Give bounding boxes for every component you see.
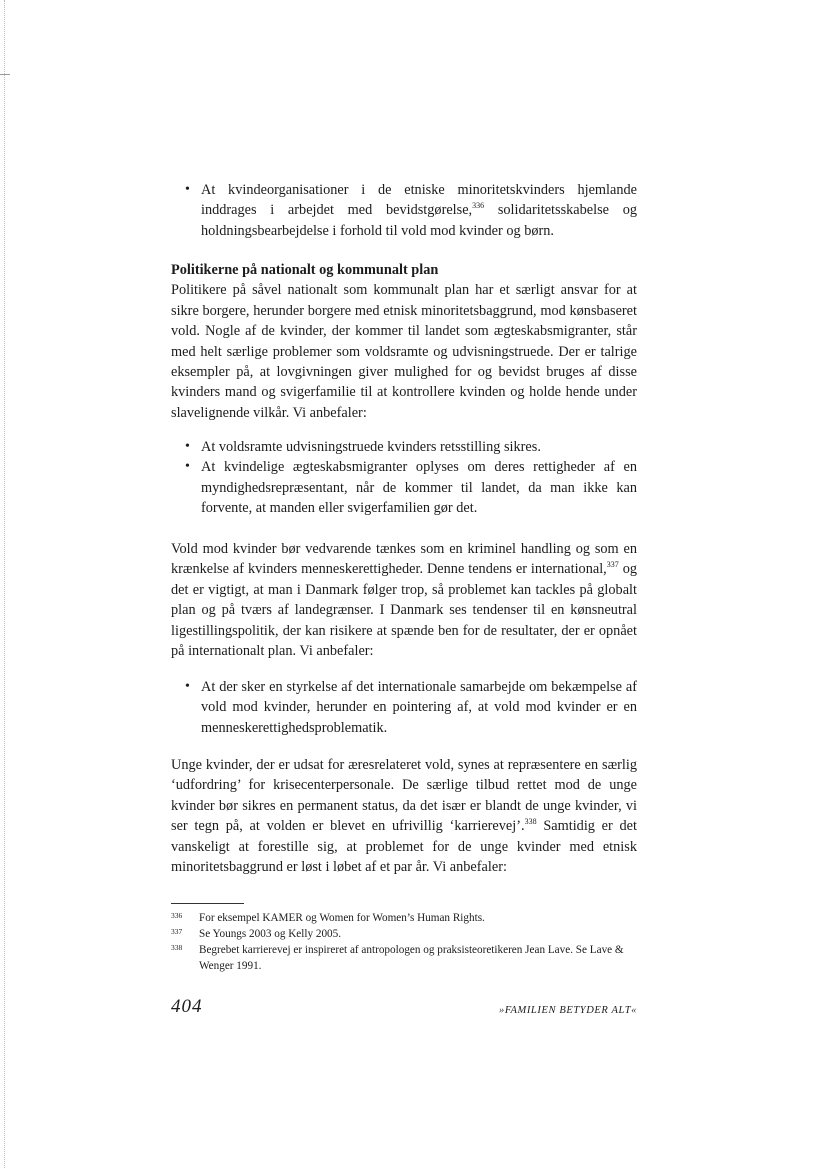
paragraph-politicians: Politikere på såvel nationalt som kommunalt plan har et særligt ansvar for at sikre borgere, herunder borgere med etnisk minoritetsbaggrund, mod kønsbaseret vold. Nogle af de kvinder, der kommer til landet som ægteskabsmigranter, står med helt særlige problemer som voldsramte og udvisningstruede. Der er talrige eksempler på, at lovgivningen giver mulighed for og bevidst bruges af disse kvinders mand og svigerfamilie til at kontrollere kvinden og holde hende under slavelignende vilkår. Vi anbefaler: — [171, 282, 637, 421]
footnotes — [171, 910, 637, 974]
list-item — [171, 457, 637, 518]
paragraph-international — [171, 539, 637, 661]
list-item — [171, 437, 637, 457]
bullet-text-post: solidaritetsskabelse og holdningsbearbejdelse i forhold til vold mod kvinder og børn. — [201, 202, 637, 239]
footnote-ref: 338 — [524, 817, 537, 827]
footnote — [171, 942, 637, 974]
book-page — [171, 0, 637, 1168]
footnote-text: Se Youngs 2003 og Kelly 2005. — [199, 928, 342, 940]
footnote — [171, 910, 637, 926]
footnote-divider — [171, 903, 244, 904]
page-number: 404 — [171, 996, 203, 1017]
paragraph-text-post: Samtidig er det vanskeligt at forestille sig, at problemet for de unge kvinder med etnisk minoritetsbaggrund er løst i løbet af et par år. Vi anbefaler: — [171, 818, 637, 876]
intro-bullet-block — [171, 180, 637, 241]
list-item — [171, 180, 637, 241]
bullet-block-3 — [171, 677, 637, 738]
footnote-number: 338 — [171, 943, 183, 952]
section-heading: Politikerne på nationalt og kommunalt plan — [171, 262, 439, 278]
intro-bullet-list — [171, 180, 637, 241]
bullet-text: At der sker en styrkelse af det internationale samarbejde om bekæmpelse af vold mod kvinder, herunder en pointering af, at vold mod kvinder er en menneskerettighedsproblematik. — [201, 679, 637, 736]
bullet-icon: • — [185, 439, 190, 454]
scan-margin-line — [4, 0, 5, 1168]
footnote-text: For eksempel KAMER og Women for Women’s Human Rights. — [199, 912, 485, 924]
scan-margin-tick — [0, 74, 10, 75]
footnote-number: 336 — [171, 911, 183, 920]
running-title: »FAMILIEN BETYDER ALT« — [498, 1005, 637, 1016]
footnote-ref: 336 — [472, 201, 485, 211]
recommendation-list-2 — [171, 437, 637, 519]
recommendation-list-3 — [171, 677, 637, 738]
politicians-section — [171, 260, 637, 423]
footnote-ref: 337 — [606, 560, 619, 570]
bullet-text-pre: At kvindeorganisationer i de etniske minoritetskvinders hjemlande inddrages i arbejdet med bevidstgørelse, — [201, 182, 637, 219]
bullet-icon: • — [185, 182, 190, 197]
bullet-icon: • — [185, 459, 190, 475]
bullet-text: At voldsramte udvisningstruede kvinders retsstilling sikres. — [201, 439, 541, 455]
bullet-block-2 — [171, 437, 637, 519]
bullet-text: At kvindelige ægteskabsmigranter oplyses om deres rettigheder af en myndighedsrepræsentant, når de kommer til landet, da man ikke kan forvente, at manden eller svigerfamilien gør det. — [201, 459, 637, 517]
footnote-text: Begrebet karrierevej er inspireret af antropologen og praksisteoretikeren Jean Lave. Se Lave & Wenger 1991. — [199, 944, 624, 972]
paragraph-text-post: og det er vigtigt, at man i Danmark følger trop, så problemet kan tackles på globalt plan og på tværs af landegrænser. I Danmark ses tendenser til en kønsneutral ligestillingspolitik, der kan risikere at spænde ben for de resultater, der er opnået på internationalt plan. Vi anbefaler: — [171, 561, 637, 660]
list-item — [171, 677, 637, 738]
paragraph-young-women — [171, 755, 637, 877]
paragraph-text-pre: Vold mod kvinder bør vedvarende tænkes som en kriminel handling og som en krænkelse af kvinders menneskerettigheder. Denne tendens er international, — [171, 541, 637, 578]
bullet-icon: • — [185, 679, 190, 694]
footnote-number: 337 — [171, 927, 183, 936]
footnote — [171, 926, 637, 942]
paragraph-text-pre: Unge kvinder, der er udsat for æresrelateret vold, synes at repræsentere en særlig ‘udfordring’ for krisecenterpersonale. De særlige tilbud rettet mod de unge kvinder bør sikres en permanent status, da det især er blandt de unge kvinder, vi ser tegn på, at volden er blevet en ufrivillig ‘karrierevej’. — [171, 757, 637, 835]
